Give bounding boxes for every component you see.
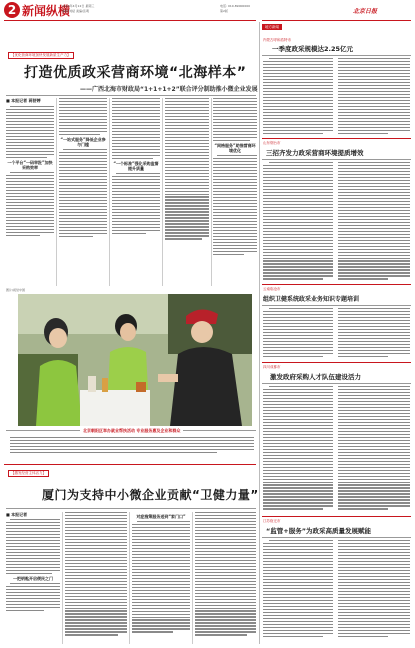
column-divider [56,98,57,286]
section-tag: 地方新闻 [262,24,282,30]
story-4-kicker: 四川成都市 [263,365,281,369]
column-divider [211,98,212,286]
story-5-col-1 [263,540,333,638]
story-1-col-1 [263,58,333,136]
story-divider [262,138,411,139]
bottom-column-4 [195,512,256,644]
subhead-1: 一个平台“一码审批”加快采购效率 [7,160,53,171]
section-title: 新闻纵横 [22,4,71,18]
page-label: 第2版 [220,9,228,13]
page-number-badge: 2 [4,2,20,18]
subhead-3: “一个标准”强化采购监督提升质量 [113,160,159,171]
story-2-col-2 [338,162,410,281]
article-column-4 [165,98,209,286]
story-kicker: 【优化营商环境加快发展新质生产力】 [8,52,74,59]
main-subhead: ——广西北海市财政局“1+1+1+2”联合评分制助推小微企业发展 [80,86,258,93]
column-divider [162,98,163,286]
column-divider [192,512,193,644]
story-1-col-2 [338,58,410,136]
story-4-col-2 [338,386,410,511]
page-divider [259,22,260,644]
story-divider [262,159,411,160]
caption-text [10,437,254,455]
editor-line: 编辑/刘斌 美编/张萌 [62,9,89,13]
bottom-column-1 [6,512,60,644]
story-3-col-2 [338,308,410,359]
headline-divider [6,95,256,96]
column-divider [129,512,130,644]
photo-caption: 北京朝阳区举办就业帮扶活动 专业服务惠及企业和群众 [80,428,183,434]
bottom-story-rule [4,464,256,465]
story-4-col-1 [263,386,333,511]
bottom-byline: ■ 本报记者 [6,512,28,517]
news-photo [18,294,252,426]
story-5-col-2 [338,540,410,638]
story-2-kicker: 山东烟台市 [263,141,281,145]
story-divider [262,305,411,306]
bottom-headline-divider [6,508,256,509]
story-divider [262,383,411,384]
story-2-headline: 三招齐发力政采营商环境提质增效 [266,149,364,157]
story-1-headline: 一季度政采规模达2.25亿元 [272,45,354,53]
article-column-1 [6,98,54,286]
date-line: 2023年4月12日 星期三 [62,4,95,8]
volunteer-scene-image [18,294,252,426]
bottom-headline: 厦门为支持中小微企业贡献“卫健力量” [42,488,259,502]
bottom-column-3 [132,512,190,644]
subhead-4: “网格服务”助推营商环境优化 [214,143,256,154]
bottom-subhead-2: 对症施策服务送到“家门口” [136,514,186,519]
story-3-headline: 组织卫健系统政采业务知识专题培训 [263,296,360,303]
story-1-kicker: 内蒙古呼和浩特市 [263,38,291,42]
column-divider [109,98,110,286]
header-rule-left [4,20,256,21]
story-3-col-1 [263,308,333,359]
header-rule-right [262,20,411,21]
newspaper-logo: 北京日报 [352,8,377,15]
story-divider [262,284,411,285]
contact-line: 电话: 010-89000000 [220,4,251,8]
bottom-kicker: 【激发经营主体活力】 [8,470,49,477]
bottom-subhead-1: 一把钥匙开启便民之门 [13,576,53,582]
photo-credit: 图片/视觉中国 [6,288,26,292]
story-5-kicker: 江苏宿迁市 [263,519,281,523]
story-divider [262,362,411,363]
byline: ■ 本报记者 蒋舒婷 [6,98,41,103]
story-5-headline: “监管+服务”为政采高质量发展赋能 [266,527,371,535]
story-divider [262,516,411,517]
bottom-column-2 [65,512,127,644]
story-divider [262,537,411,538]
story-3-kicker: 云南临沧市 [263,287,281,291]
article-column-5 [213,98,257,286]
story-divider [262,55,411,56]
subhead-2: “一站式服务”降低企业参与门槛 [60,137,106,148]
story-4-headline: 激发政府采购人才队伍建设活力 [270,373,361,381]
column-divider [62,512,63,644]
article-column-3 [112,98,160,286]
main-headline: 打造优质政采营商环境“北海样本” [24,65,247,81]
article-column-2 [59,98,107,286]
story-2-col-1 [263,162,333,281]
